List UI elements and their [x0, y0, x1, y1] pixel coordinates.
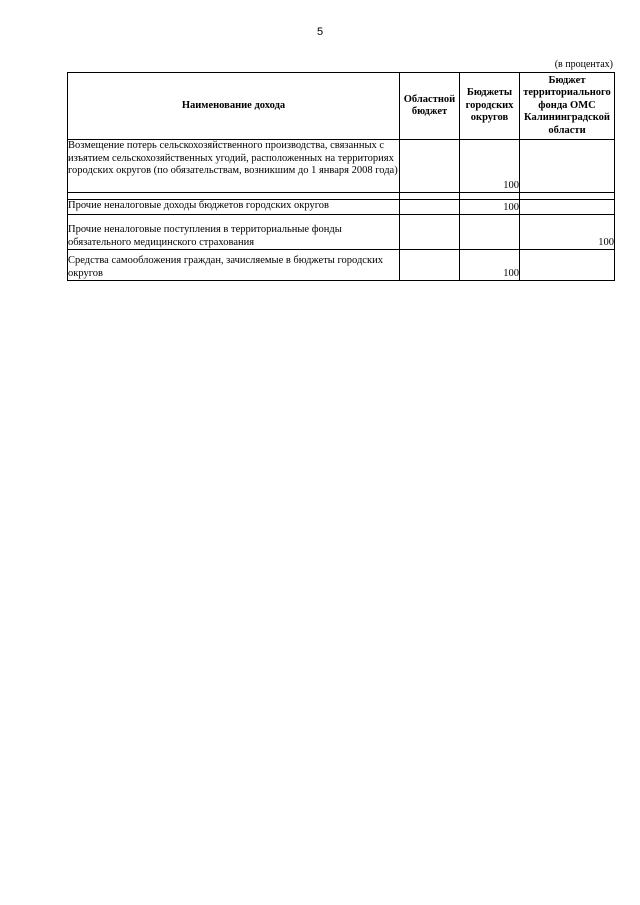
table-spacer-row	[68, 193, 615, 200]
table-row	[68, 215, 615, 250]
income-name-cell: Прочие неналоговые поступления в территориальные фонды обязательного медицинского страхования	[68, 215, 400, 250]
oms-fund-cell	[520, 200, 615, 215]
urban-budgets-cell: 100	[460, 200, 520, 215]
income-name-cell: Средства самообложения граждан, зачисляемые в бюджеты городских округов	[68, 250, 400, 281]
header-regional-budget: Областной бюджет	[400, 73, 460, 140]
urban-budgets-cell: 100	[460, 140, 520, 193]
regional-budget-cell	[400, 250, 460, 281]
table-row	[68, 250, 615, 281]
regional-budget-cell	[400, 215, 460, 250]
header-urban-budgets: Бюджеты городских округов	[460, 73, 520, 140]
units-note: (в процентах)	[554, 59, 613, 70]
income-name-cell: Возмещение потерь сельскохозяйственного производства, связанных с изъятием сельскохозяйственных угодий, расположенных на территориях городских округов (по обязательствам, возникшим до 1 января 2008 года)	[68, 140, 400, 193]
oms-fund-cell: 100	[520, 215, 615, 250]
regional-budget-cell	[400, 140, 460, 193]
page-number: 5	[316, 26, 324, 38]
oms-fund-cell	[520, 250, 615, 281]
oms-fund-cell	[520, 140, 615, 193]
table-header-row	[68, 73, 615, 140]
header-oms-fund-budget: Бюджет территориального фонда ОМС Калининградской области	[520, 73, 615, 140]
header-income-name: Наименование дохода	[68, 73, 400, 140]
urban-budgets-cell: 100	[460, 250, 520, 281]
urban-budgets-cell	[460, 215, 520, 250]
income-name-cell: Прочие неналоговые доходы бюджетов городских округов	[68, 200, 400, 215]
income-distribution-table	[67, 72, 615, 281]
regional-budget-cell	[400, 200, 460, 215]
table-row	[68, 140, 615, 193]
table-row	[68, 200, 615, 215]
